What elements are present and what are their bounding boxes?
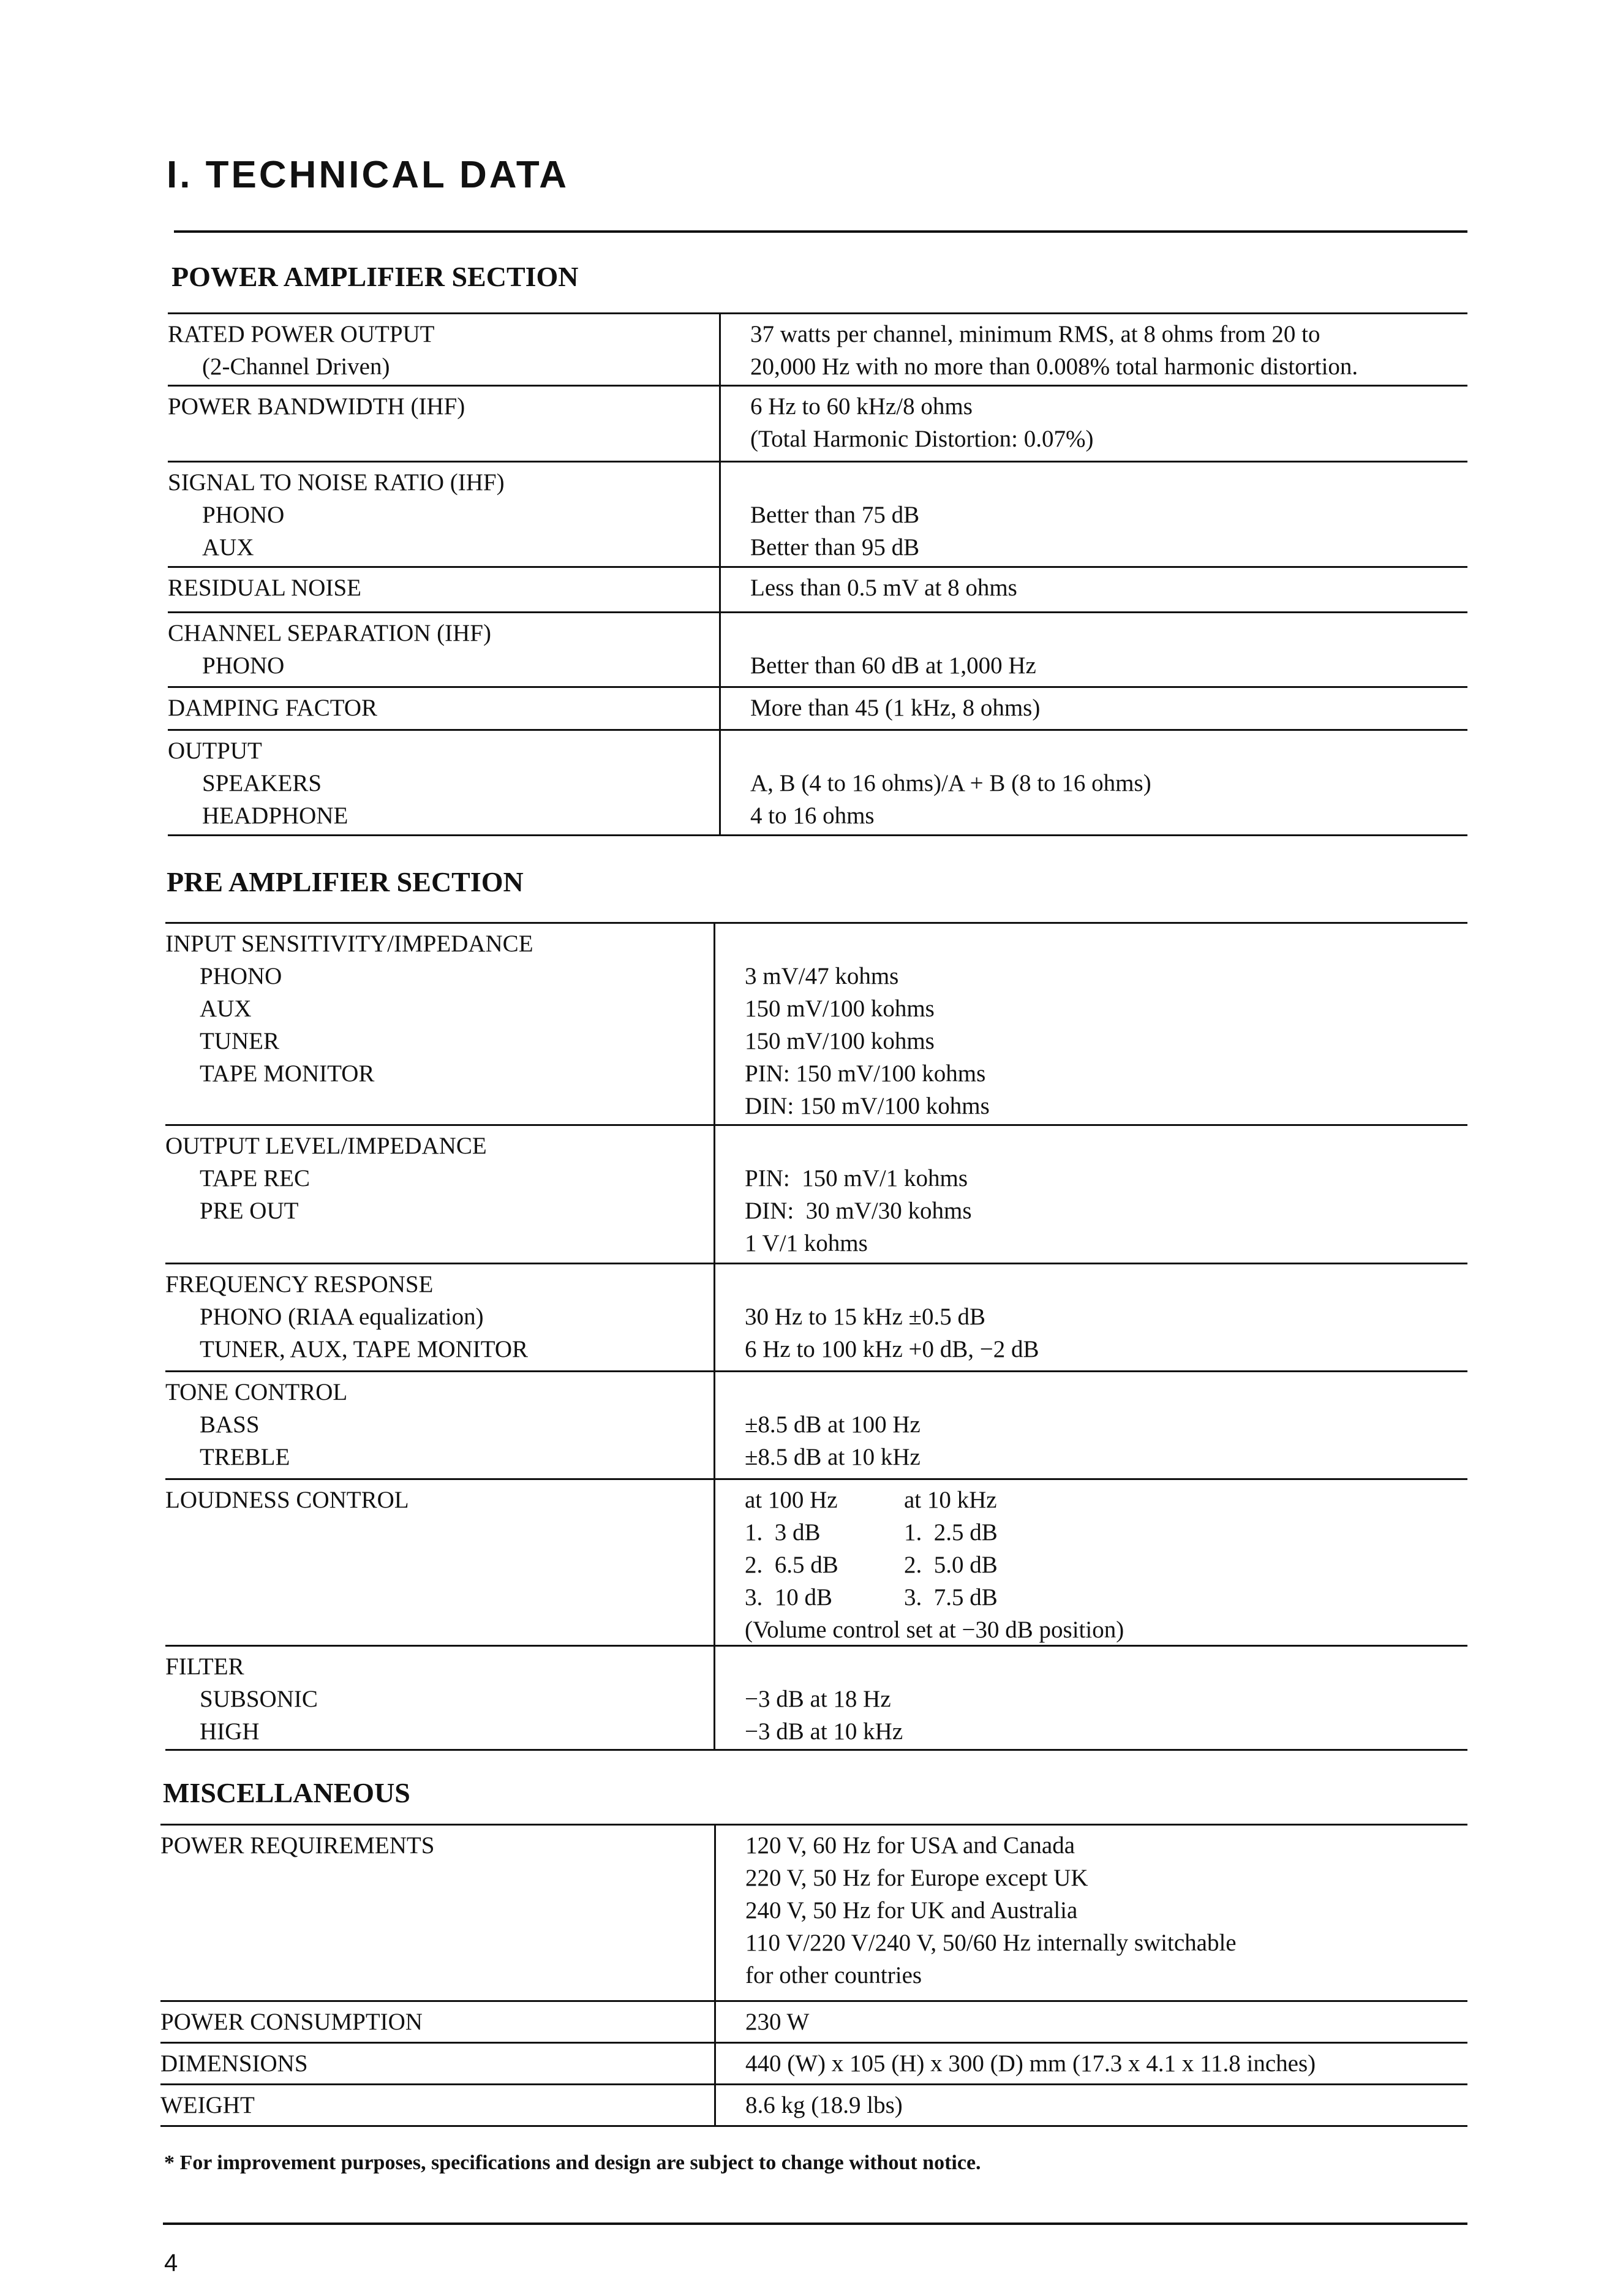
spec-value-line: 110 V/220 V/240 V, 50/60 Hz internally switchable	[745, 1930, 1237, 1956]
spec-value-line	[745, 1130, 1467, 1162]
spec-value	[719, 731, 1467, 834]
spec-label	[160, 1826, 714, 2000]
loudness-note: (Volume control set at −30 dB position)	[745, 1617, 1124, 1643]
spec-value-line	[750, 617, 1467, 649]
spec-label-line: CHANNEL SEPARATION (IHF)	[168, 620, 491, 646]
pre-amp-title: PRE AMPLIFIER SECTION	[167, 866, 524, 897]
spec-value-line: 6 Hz to 100 kHz +0 dB, −2 dB	[745, 1336, 1039, 1362]
spec-value	[714, 1264, 1467, 1370]
spec-value	[714, 1126, 1467, 1263]
loudness-cell: 3. 10 dB	[745, 1584, 833, 1611]
spec-sublabel-line: BASS	[200, 1411, 260, 1438]
spec-label-line: DIMENSIONS	[160, 2050, 308, 2077]
page-number: 4	[164, 2249, 178, 2276]
spec-label-line: POWER REQUIREMENTS	[160, 1832, 435, 1859]
spec-label	[165, 1264, 714, 1370]
spec-value-line: −3 dB at 10 kHz	[745, 1718, 903, 1745]
spec-value	[714, 1826, 1467, 2000]
spec-value	[714, 924, 1467, 1124]
spec-value	[719, 613, 1467, 686]
loudness-cell: at 10 kHz	[904, 1487, 997, 1513]
spec-label-line: RATED POWER OUTPUT	[168, 321, 435, 347]
spec-value-line: ±8.5 dB at 10 kHz	[745, 1444, 921, 1470]
spec-sublabel-line: TAPE REC	[200, 1165, 310, 1191]
spec-value-line: 4 to 16 ohms	[750, 802, 875, 829]
loudness-cell: 1. 2.5 dB	[904, 1519, 998, 1546]
spec-label-line: FILTER	[165, 1653, 244, 1680]
spec-sublabel-line: PRE OUT	[200, 1198, 299, 1224]
spec-value-line	[745, 1376, 1467, 1408]
loudness-cell: 2. 6.5 dB	[745, 1552, 838, 1578]
spec-value	[719, 688, 1467, 729]
spec-label	[168, 568, 719, 611]
spec-value-line: Better than 95 dB	[750, 534, 920, 561]
misc-table	[160, 1824, 1467, 2127]
spec-sublabel-line: SPEAKERS	[202, 770, 322, 796]
spec-label	[168, 387, 719, 461]
spec-row	[160, 2044, 1467, 2085]
loudness-cell: 1. 3 dB	[745, 1519, 821, 1546]
loudness-grid	[745, 1484, 1467, 1614]
spec-sublabel-line: AUX	[202, 534, 254, 561]
spec-label-line: SIGNAL TO NOISE RATIO (IHF)	[168, 469, 505, 496]
spec-row	[165, 1480, 1467, 1647]
spec-value-line	[745, 927, 1467, 960]
spec-sublabel-line: (2-Channel Driven)	[202, 353, 390, 380]
spec-value-line	[745, 1268, 1467, 1301]
spec-value	[714, 2002, 1467, 2042]
spec-label-line: FREQUENCY RESPONSE	[165, 1271, 434, 1297]
spec-row	[165, 1264, 1467, 1372]
title-rule	[174, 230, 1467, 233]
spec-label	[165, 1126, 714, 1263]
spec-label-line: RESIDUAL NOISE	[168, 575, 361, 601]
spec-sublabel-line: PHONO	[202, 502, 285, 528]
spec-sublabel-line: PHONO (RIAA equalization)	[200, 1304, 484, 1330]
spec-value-line: 6 Hz to 60 kHz/8 ohms	[750, 393, 973, 420]
spec-row	[168, 568, 1467, 613]
misc-title: MISCELLANEOUS	[163, 1777, 410, 1808]
spec-value-line: 230 W	[745, 2009, 810, 2035]
spec-value-line: 20,000 Hz with no more than 0.008% total harmonic distortion.	[750, 353, 1358, 380]
spec-value-line: −3 dB at 18 Hz	[745, 1686, 891, 1712]
spec-value	[714, 1480, 1467, 1645]
spec-value	[714, 1647, 1467, 1749]
power-amp-title: POWER AMPLIFIER SECTION	[171, 261, 579, 292]
spec-row	[165, 924, 1467, 1126]
spec-sublabel-line: TUNER	[200, 1028, 279, 1054]
spec-label-line: DAMPING FACTOR	[168, 695, 378, 721]
spec-label	[165, 924, 714, 1124]
spec-value	[719, 463, 1467, 566]
footnote: * For improvement purposes, specifications and design are subject to change without notice.	[164, 2151, 981, 2174]
spec-row	[165, 1647, 1467, 1751]
spec-label	[165, 1480, 714, 1645]
spec-value-line: Better than 60 dB at 1,000 Hz	[750, 652, 1036, 679]
spec-value	[719, 314, 1467, 385]
spec-sublabel-line: AUX	[200, 995, 252, 1022]
spec-sublabel-line: HIGH	[200, 1718, 260, 1745]
spec-value-line: Better than 75 dB	[750, 502, 920, 528]
spec-value-line: 150 mV/100 kohms	[745, 1028, 935, 1054]
spec-value-line	[745, 1650, 1467, 1683]
spec-row	[168, 463, 1467, 568]
spec-value-line	[750, 734, 1467, 767]
spec-value-line: ±8.5 dB at 100 Hz	[745, 1411, 921, 1438]
spec-row	[168, 387, 1467, 463]
spec-row	[165, 1372, 1467, 1480]
spec-value-line	[750, 466, 1467, 499]
spec-value-line: PIN: 150 mV/100 kohms	[745, 1060, 986, 1087]
power-amp-table	[168, 312, 1467, 836]
spec-label-line: OUTPUT LEVEL/IMPEDANCE	[165, 1133, 487, 1159]
pre-amp-table	[165, 922, 1467, 1751]
spec-value	[719, 387, 1467, 461]
footer-rule	[163, 2222, 1467, 2225]
spec-row	[168, 688, 1467, 731]
spec-value-line: for other countries	[745, 1962, 922, 1988]
spec-sublabel-line: PHONO	[200, 963, 282, 989]
spec-row	[160, 2085, 1467, 2127]
spec-row	[168, 314, 1467, 387]
spec-label	[160, 2085, 714, 2125]
spec-value	[714, 2044, 1467, 2083]
spec-label-line: WEIGHT	[160, 2092, 255, 2118]
spec-label-line: OUTPUT	[168, 738, 262, 764]
spec-row	[168, 613, 1467, 688]
spec-value-line: 3 mV/47 kohms	[745, 963, 899, 989]
spec-sublabel-line: TUNER, AUX, TAPE MONITOR	[200, 1336, 529, 1362]
spec-value	[714, 2085, 1467, 2125]
spec-sublabel-line: SUBSONIC	[200, 1686, 318, 1712]
spec-row	[160, 1826, 1467, 2002]
spec-value-line: 220 V, 50 Hz for Europe except UK	[745, 1865, 1088, 1891]
spec-label	[168, 688, 719, 729]
spec-sublabel-line: HEADPHONE	[202, 802, 348, 829]
spec-label-line: LOUDNESS CONTROL	[165, 1487, 409, 1513]
spec-value-line: DIN: 150 mV/100 kohms	[745, 1093, 990, 1119]
spec-label-line: INPUT SENSITIVITY/IMPEDANCE	[165, 931, 533, 957]
spec-label	[168, 463, 719, 566]
spec-label	[168, 314, 719, 385]
spec-label	[165, 1647, 714, 1749]
spec-sublabel-line: TREBLE	[200, 1444, 290, 1470]
spec-value-line: 120 V, 60 Hz for USA and Canada	[745, 1832, 1075, 1859]
spec-value-line: PIN: 150 mV/1 kohms	[745, 1165, 968, 1191]
spec-value-line: A, B (4 to 16 ohms)/A + B (8 to 16 ohms)	[750, 770, 1151, 796]
spec-sublabel-line: TAPE MONITOR	[200, 1060, 375, 1087]
spec-value-line: 440 (W) x 105 (H) x 300 (D) mm (17.3 x 4.1 x 11.8 inches)	[745, 2050, 1316, 2077]
loudness-cell: 2. 5.0 dB	[904, 1552, 998, 1578]
spec-value-line: 1 V/1 kohms	[745, 1230, 868, 1256]
spec-value-line: 240 V, 50 Hz for UK and Australia	[745, 1897, 1078, 1924]
spec-label-line: POWER BANDWIDTH (IHF)	[168, 393, 465, 420]
spec-value-line: (Total Harmonic Distortion: 0.07%)	[750, 426, 1094, 452]
page-title: I. TECHNICAL DATA	[167, 154, 569, 196]
spec-value	[719, 568, 1467, 611]
spec-value-line: More than 45 (1 kHz, 8 ohms)	[750, 695, 1041, 721]
spec-value-line: 30 Hz to 15 kHz ±0.5 dB	[745, 1304, 985, 1330]
spec-row	[168, 731, 1467, 836]
loudness-cell: at 100 Hz	[745, 1487, 838, 1513]
spec-value-line: DIN: 30 mV/30 kohms	[745, 1198, 972, 1224]
spec-value-line: 150 mV/100 kohms	[745, 995, 935, 1022]
spec-row	[160, 2002, 1467, 2044]
spec-value-line: 8.6 kg (18.9 lbs)	[745, 2092, 903, 2118]
spec-label	[168, 731, 719, 834]
spec-label	[165, 1372, 714, 1478]
spec-value-line: 37 watts per channel, minimum RMS, at 8 ohms from 20 to	[750, 321, 1320, 347]
spec-label	[168, 613, 719, 686]
spec-label	[160, 2044, 714, 2083]
spec-sublabel-line: PHONO	[202, 652, 285, 679]
loudness-cell: 3. 7.5 dB	[904, 1584, 998, 1611]
spec-value-line: Less than 0.5 mV at 8 ohms	[750, 575, 1017, 601]
spec-row	[165, 1126, 1467, 1264]
spec-value	[714, 1372, 1467, 1478]
spec-label	[160, 2002, 714, 2042]
spec-label-line: POWER CONSUMPTION	[160, 2009, 423, 2035]
spec-label-line: TONE CONTROL	[165, 1379, 348, 1405]
